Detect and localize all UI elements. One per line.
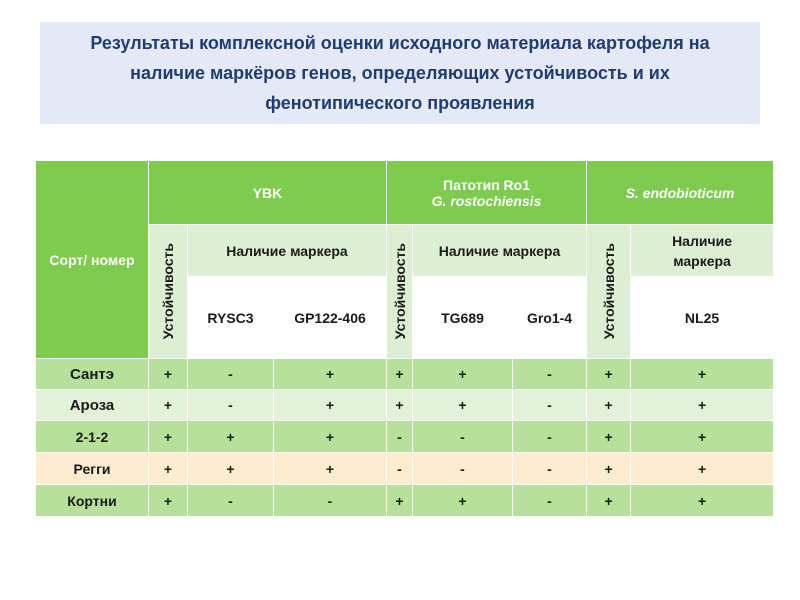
sort-header: Сорт/ номер xyxy=(36,161,149,359)
cell: + xyxy=(149,359,188,390)
group-ro1-line2: G. rostochiensis xyxy=(431,192,542,209)
group-ro1-header xyxy=(387,161,587,225)
row-name: Регги xyxy=(36,453,149,485)
cell: + xyxy=(274,421,387,453)
row-name: 2-1-2 xyxy=(36,421,149,453)
cell: - xyxy=(513,421,587,453)
cell: + xyxy=(387,359,413,390)
page-title: Результаты комплексной оценки исходного материала картофеля на наличие маркёров генов, определяющих устойчивость и их фенотипического проявления xyxy=(90,33,710,113)
cell: - xyxy=(188,390,274,421)
group-ybk-header: YBK xyxy=(149,161,387,225)
resistance-header-2: Устойчивость xyxy=(387,225,413,359)
cell: - xyxy=(413,453,513,485)
row-name: Кортни xyxy=(36,485,149,517)
cell: + xyxy=(188,453,274,485)
marker-nl25: NL25 xyxy=(631,277,774,359)
cell: + xyxy=(387,390,413,421)
cell: - xyxy=(188,359,274,390)
cell: + xyxy=(587,485,631,517)
cell: + xyxy=(274,359,387,390)
cell: + xyxy=(631,359,774,390)
row-name: Сантэ xyxy=(36,359,149,390)
marker-tg689: TG689 xyxy=(413,277,513,359)
row-name: Ароза xyxy=(36,390,149,421)
marker-rysc3: RYSC3 xyxy=(188,277,274,359)
marker-presence-header-1: Наличие маркера xyxy=(188,225,387,277)
table-row xyxy=(36,421,774,453)
title-box xyxy=(40,22,760,124)
cell: + xyxy=(631,421,774,453)
cell: + xyxy=(274,390,387,421)
cell: - xyxy=(513,390,587,421)
cell: - xyxy=(387,421,413,453)
cell: - xyxy=(274,485,387,517)
marker-gp122: GP122-406 xyxy=(274,277,387,359)
cell: + xyxy=(587,421,631,453)
cell: - xyxy=(188,485,274,517)
cell: + xyxy=(587,390,631,421)
cell: - xyxy=(513,453,587,485)
marker-presence-header-2: Наличие маркера xyxy=(413,225,587,277)
cell: - xyxy=(513,485,587,517)
cell: + xyxy=(149,453,188,485)
cell: + xyxy=(631,453,774,485)
cell: + xyxy=(631,485,774,517)
cell: + xyxy=(149,485,188,517)
table-row xyxy=(36,359,774,390)
cell: + xyxy=(149,421,188,453)
results-table xyxy=(35,160,774,517)
cell: + xyxy=(188,421,274,453)
table-row xyxy=(36,453,774,485)
cell: + xyxy=(413,390,513,421)
cell: + xyxy=(387,485,413,517)
resistance-header-3: Устойчивость xyxy=(587,225,631,359)
cell: - xyxy=(513,359,587,390)
cell: + xyxy=(274,453,387,485)
cell: + xyxy=(413,485,513,517)
resistance-header-1: Устойчивость xyxy=(149,225,188,359)
cell: + xyxy=(587,453,631,485)
table-row xyxy=(36,485,774,517)
cell: - xyxy=(387,453,413,485)
cell: + xyxy=(631,390,774,421)
marker-gro1: Gro1-4 xyxy=(513,277,587,359)
cell: + xyxy=(413,359,513,390)
group-endobioticum-header: S. endobioticum xyxy=(587,161,774,225)
cell: - xyxy=(413,421,513,453)
marker-presence-header-3: Наличие маркера xyxy=(631,225,774,277)
table-row xyxy=(36,390,774,421)
cell: + xyxy=(149,390,188,421)
cell: + xyxy=(587,359,631,390)
group-ro1-line1: Патотип Ro1 xyxy=(443,176,530,193)
